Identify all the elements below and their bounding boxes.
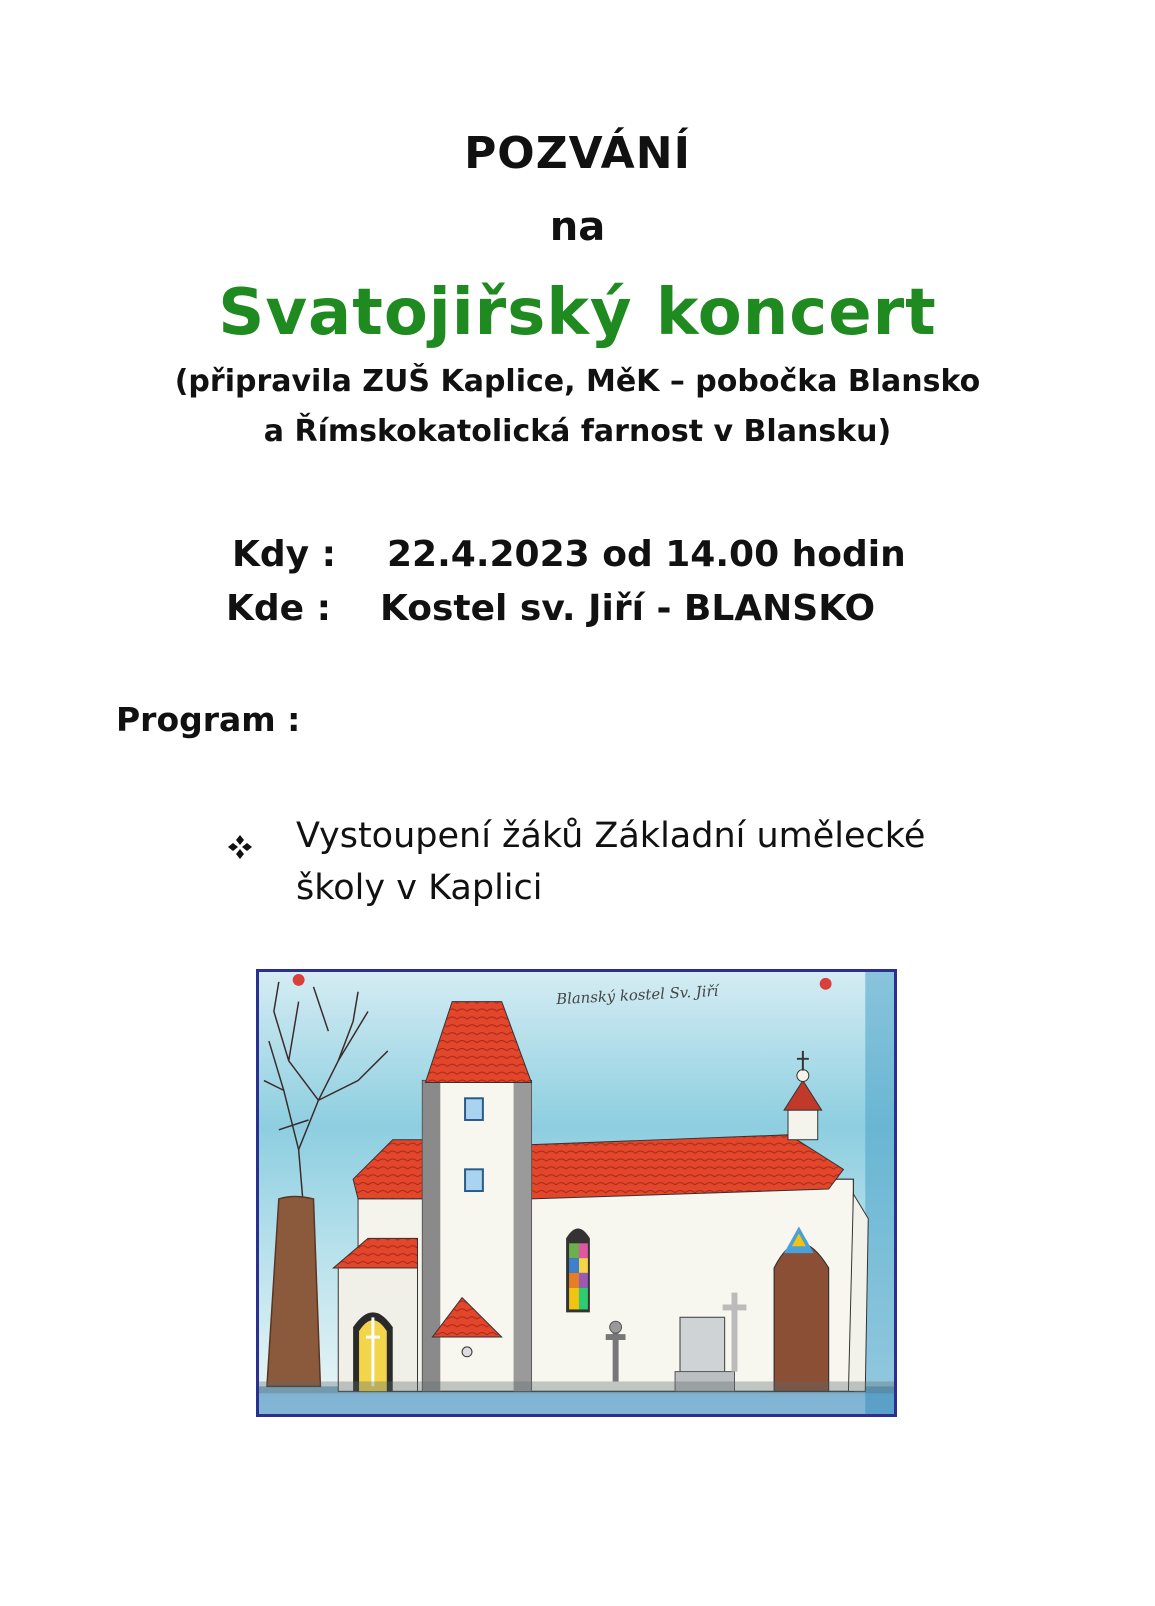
event-date-row <box>0 534 1155 584</box>
pin-icon <box>820 978 832 990</box>
program-heading: Program : <box>116 700 301 739</box>
date-value: 22.4.2023 od 14.00 hodin <box>387 534 906 575</box>
location-value: Kostel sv. Jiří - BLANSKO <box>380 588 876 629</box>
church-painting <box>256 969 897 1417</box>
event-location-row <box>0 588 1155 638</box>
church-watercolor-illustration <box>259 972 894 1414</box>
program-item-text: Vystoupení žáků Základní umělecké školy v Kaplici <box>296 816 926 908</box>
invitation-heading: POZVÁNÍ <box>464 128 691 179</box>
pin-icon <box>293 974 305 986</box>
location-label: Kde : <box>226 588 332 629</box>
event-title: Svatojiřský koncert <box>218 276 937 350</box>
invitation-preposition: na <box>549 204 606 250</box>
four-diamond-bullet-icon <box>226 824 254 852</box>
organizers-line-2: a Římskokatolická farnost v Blansku) <box>263 414 892 449</box>
stained-glass-window <box>566 1229 590 1313</box>
organizers-line-1: (připravila ZUŠ Kaplice, MěK – pobočka Blansko <box>174 364 981 399</box>
date-label: Kdy : <box>232 534 337 575</box>
painting-caption: Blanský kostel Sv. Jiří <box>555 982 719 1009</box>
